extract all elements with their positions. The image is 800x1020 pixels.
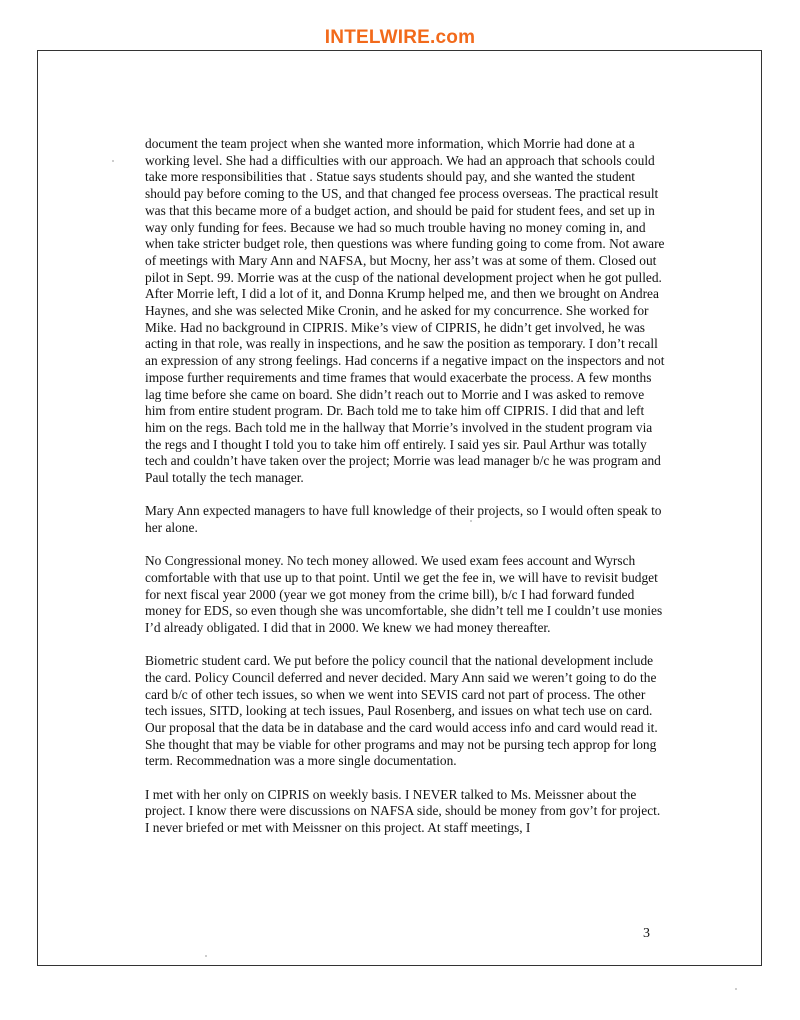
paragraph-1: document the team project when she wanted more information, which Morrie had done at a working level. She had a difficulties with our approach. We had an approach that schools could take more responsibilities that . Statue says students should pay, and she wanted the student should pay before coming to the US, and that changed fee process overseas. The practical result was that this became more of a budget action, and should be paid for student fees, and set up in way only funding for fees. Because we had so much trouble having no money coming in, and when take stricter budget role, then questions was where funding going to come from. Not aware of meetings with Mary Ann and NAFSA, but Mocny, her ass’t was at some of them. Closed out pilot in Sept. 99. Morrie was at the cusp of the national development project when he got pulled. After Morrie left, I did a lot of it, and Donna Krump helped me, and then we brought on Andrea Haynes, and she was selected Mike Cronin, and he asked for my concurrence. She worked for Mike. Had no background in CIPRIS. Mike’s view of CIPRIS, he didn’t get involved, he was acting in that role, was really in inspections, and he saw the position as temporary. I don’t recall an expression of any strong feelings. Had concerns if a negative impact on the inspectors and not impose further requirements and time frames that would exacerbate the process. A few months lag time before she came on board. She didn’t reach out to Morrie and I was asked to remove him from entire student program. Dr. Bach told me to take him off CIPRIS. I did that and left him on the regs. Bach told me in the hallway that Morrie’s involved in the student program via the regs and I thought I told you to take him off entirely. I said yes sir. Paul Arthur was totally tech and couldn’t have taken over the project; Morrie was lead manager b/c he was program and Paul totally the tech manager.: [145, 136, 665, 486]
scan-speck: [735, 988, 737, 990]
watermark-logo: INTELWIRE.com: [324, 27, 476, 48]
scan-speck: [112, 160, 114, 162]
page-number: 3: [643, 926, 650, 941]
paragraph-5: I met with her only on CIPRIS on weekly basis. I NEVER talked to Ms. Meissner about the project. I know there were discussions on NAFSA side, should be money from gov’t for project. I never briefed or met with Meissner on this project. At staff meetings, I: [145, 786, 661, 836]
scan-speck: [205, 955, 207, 957]
paragraph-4: Biometric student card. We put before the policy council that the national development include the card. Policy Council deferred and never decided. Mary Ann said we weren’t going to do the card b/c of other tech issues, so when we went into SEVIS card not part of process. The other tech issues, SITD, looking at tech issues, Paul Rosenberg, and issues on what tech use on card. Our proposal that the data be in database and the card would access info and card would read it. She thought that may be viable for other programs and may not be pursing tech approp for long term. Recommednation was a more single documentation.: [145, 653, 658, 769]
document-body: [145, 136, 665, 853]
paragraph-3: No Congressional money. No tech money allowed. We used exam fees account and Wyrsch comfortable with that use up to that point. Until we get the fee in, we will have to revisit budget for next fiscal year 2000 (year we got money from the crime bill), b/c I had forward funded money for EDS, so even though she was uncomfortable, she didn’t tell me I couldn’t use monies I’d already obligated. I did that in 2000. We knew we had money thereafter.: [145, 553, 663, 635]
paragraph-2: Mary Ann expected managers to have full knowledge of their projects, so I would often speak to her alone.: [145, 503, 662, 535]
scan-speck: [470, 520, 472, 522]
